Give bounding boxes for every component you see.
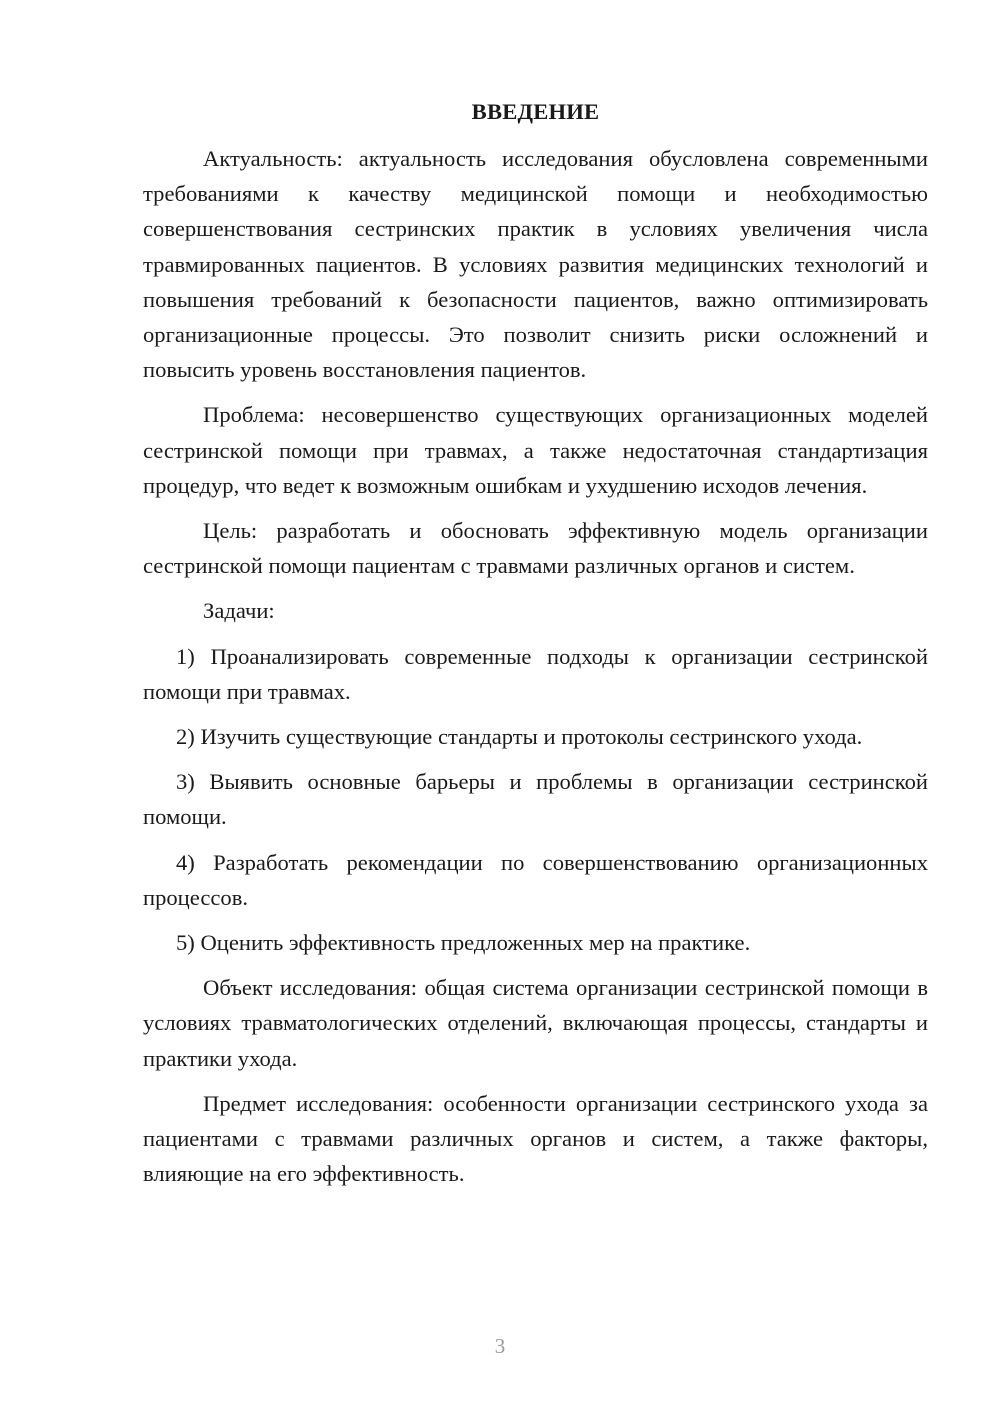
task-item-5: 5) Оценить эффективность предложенных мер на практике. [176, 930, 751, 956]
task-item-2: 2) Изучить существующие стандарты и протоколы сестринского ухода. [176, 724, 863, 750]
relevance-paragraph: Актуальность: актуальность исследования обусловлена современными требованиями к качеству медицинской помощи и необходимостью совершенствования сестринских практик в условиях увеличения числа травмированных пациентов. В условиях развития медицинских технологий и повышения требований к безопасности пациентов, важно оптимизировать организационные процессы. Это позволит снизить риски осложнений и повысить уровень восстановления пациентов. [143, 146, 928, 383]
subject-paragraph: Предмет исследования: особенности организации сестринского ухода за пациентами с травмами различных органов и систем, а также факторы, влияющие на его эффективность. [143, 1090, 928, 1187]
goal-paragraph: Цель: разработать и обосновать эффективную модель организации сестринской помощи пациентам с травмами различных органов и систем. [143, 518, 928, 579]
task-item-4: 4) Разработать рекомендации по совершенствованию организационных процессов. [143, 849, 928, 910]
task-item-1: 1) Проанализировать современные подходы к организации сестринской помощи при травмах. [143, 643, 928, 704]
task-item-3: 3) Выявить основные барьеры и проблемы в организации сестринской помощи. [143, 769, 928, 830]
tasks-label: Задачи: [203, 598, 275, 624]
object-paragraph: Объект исследования: общая система организации сестринской помощи в условиях травматологических отделений, включающая процессы, стандарты и практики ухода. [143, 975, 928, 1071]
page-number: 3 [494, 1334, 506, 1358]
problem-paragraph: Проблема: несовершенство существующих организационных моделей сестринской помощи при травмах, а также недостаточная стандартизация процедур, что ведет к возможным ошибкам и ухудшению исходов лечения. [143, 402, 928, 498]
page-content [143, 94, 928, 1201]
section-heading: ВВЕДЕНИЕ [471, 99, 600, 124]
